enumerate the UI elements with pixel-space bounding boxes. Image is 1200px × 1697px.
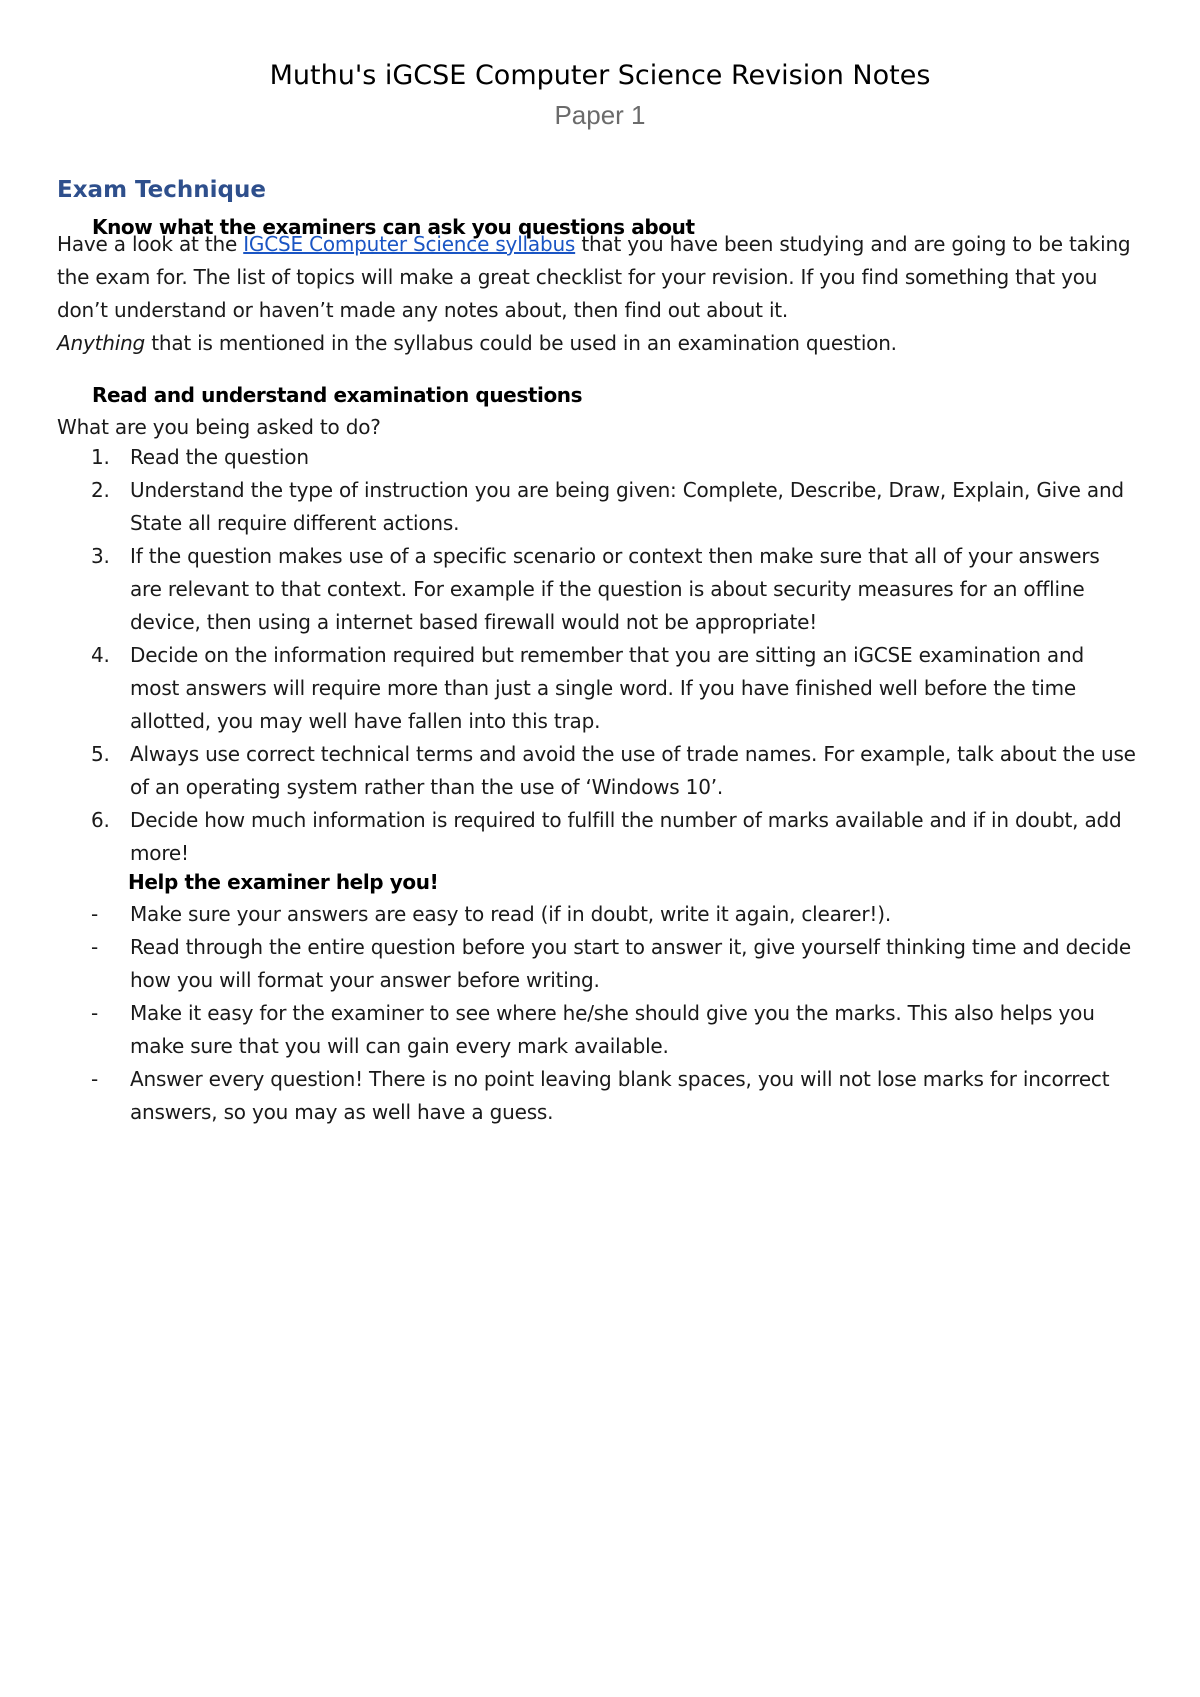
list-marker: 5.: [91, 742, 110, 766]
section-heading: Exam Technique: [57, 177, 266, 203]
syllabus-link[interactable]: IGCSE Computer Science syllabus: [243, 232, 576, 256]
list-item: [57, 898, 1137, 931]
list-item-text: Decide on the information required but remember that you are sitting an iGCSE examination and most answers will require more than just a single word. If you have finished well before the time allotted, you may well have fallen into this trap.: [130, 643, 1084, 733]
paragraph-text-end: that is mentioned in the syllabus could be used in an examination question.: [145, 331, 897, 355]
list-item: [57, 639, 1137, 738]
subheading-read-understand: Read and understand examination questions: [92, 383, 583, 407]
list-marker: 4.: [91, 643, 110, 667]
list-item: [57, 441, 1137, 474]
bullet-list: [57, 898, 1137, 1129]
list-item-text: If the question makes use of a specific scenario or context then make sure that all of your answers are relevant to that context. For example if the question is about security measures for an offline device, then using a internet based firewall would not be appropriate!: [130, 544, 1100, 634]
list-item-text: Answer every question! There is no point leaving blank spaces, you will not lose marks for incorrect answers, so you may as well have a guess.: [130, 1067, 1110, 1124]
list-item-text: Make sure your answers are easy to read (if in doubt, write it again, clearer!).: [130, 902, 891, 926]
document-title: Muthu's iGCSE Computer Science Revision Notes: [269, 60, 931, 91]
paragraph-text-start: Have a look at the: [57, 232, 244, 256]
subheading-help-examiner: Help the examiner help you!: [128, 870, 439, 894]
list-item: [57, 931, 1137, 997]
list-item: [57, 804, 1137, 870]
list-item-text: Always use correct technical terms and avoid the use of trade names. For example, talk about the use of an operating system rather than the use of ‘Windows 10’.: [130, 742, 1136, 799]
list-intro: What are you being asked to do?: [57, 415, 381, 439]
list-marker: 3.: [91, 544, 110, 568]
list-item: [57, 540, 1137, 639]
list-marker: -: [91, 1067, 99, 1091]
list-marker: 2.: [91, 478, 110, 502]
list-marker: -: [91, 902, 99, 926]
list-item-text: Make it easy for the examiner to see where he/she should give you the marks. This also helps you make sure that you will can gain every mark available.: [130, 1001, 1095, 1058]
list-item: [57, 474, 1137, 540]
list-item-text: Read the question: [130, 445, 309, 469]
list-marker: 6.: [91, 808, 110, 832]
list-item: [57, 738, 1137, 804]
list-item-text: Decide how much information is required to fulfill the number of marks available and if in doubt, add more!: [130, 808, 1122, 865]
list-item: [57, 1063, 1137, 1129]
document-subtitle: Paper 1: [554, 100, 646, 130]
emphasis-word: Anything: [57, 331, 146, 355]
list-item: [57, 997, 1137, 1063]
list-item-text: Understand the type of instruction you are being given: Complete, Describe, Draw, Explain, Give and State all require different actions.: [130, 478, 1124, 535]
paragraph-text-mid: that you have been studying and are going to be taking the exam for. The list of topics will make a great checklist for your revision. If you find something that you don’t understand or haven’t made any notes about, then find out about it.: [57, 232, 1131, 322]
numbered-list: [57, 441, 1137, 870]
list-marker: -: [91, 935, 99, 959]
subheading-know-examiners: Know what the examiners can ask you questions about: [92, 215, 695, 239]
list-marker: -: [91, 1001, 99, 1025]
list-marker: 1.: [91, 445, 110, 469]
list-item-text: Read through the entire question before you start to answer it, give yourself thinking time and decide how you will format your answer before writing.: [130, 935, 1131, 992]
syllabus-paragraph: [57, 228, 1137, 360]
